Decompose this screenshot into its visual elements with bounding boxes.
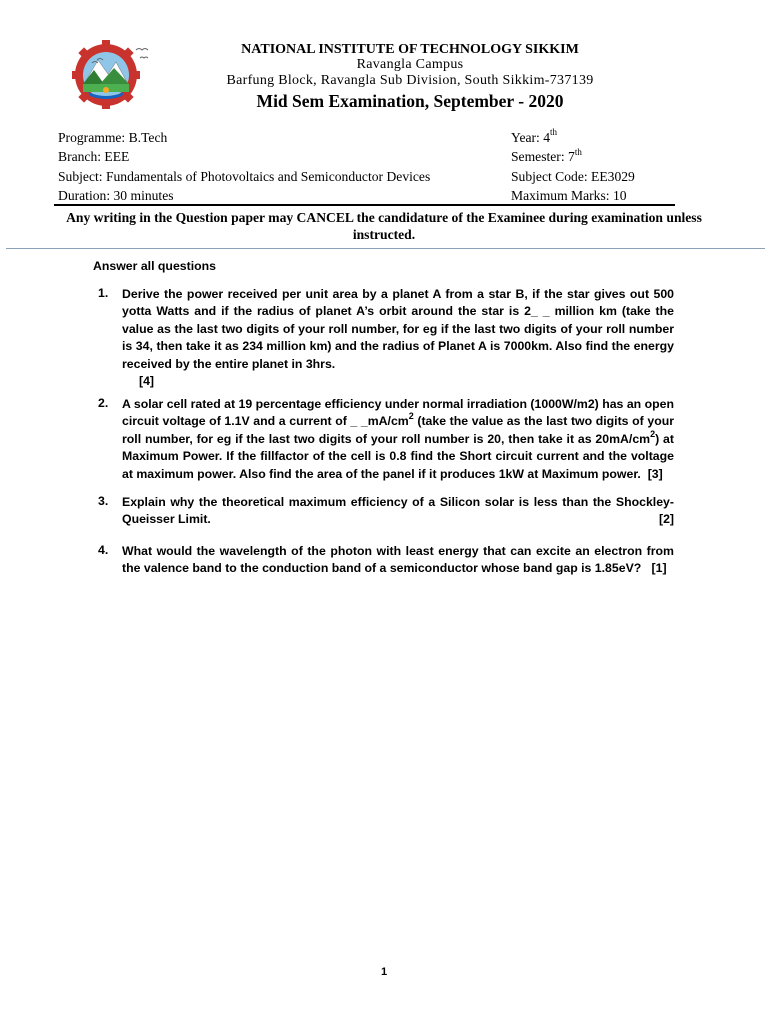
institute-logo [64,38,154,110]
question-text [122,494,674,529]
question-3 [98,494,674,529]
subject: Subject: Fundamentals of Photovoltaics and Semiconductor Devices [58,168,431,184]
semester [511,147,635,166]
question-marks: [4] [139,374,155,389]
question-text [122,543,674,578]
question-text [122,286,674,390]
question-number: 4. [98,543,109,557]
question-body: What would the wavelength of the photon with least energy that can excite an electron from the valence band to the conduction band of a semiconductor whose band gap is 1.85eV? [122,544,674,576]
question-text [122,396,674,483]
question-number: 1. [98,286,109,300]
exam-details-right [511,128,635,205]
birds-icon [136,49,148,59]
superscript: 2 [408,411,414,422]
semester-suffix: th [574,146,582,157]
subject-code: Subject Code: EE3029 [511,168,635,184]
question-marks: [1] [651,561,667,576]
exam-title: Mid Sem Examination, September - 2020 [256,91,564,111]
instructions: Answer all questions [93,259,216,273]
institute-address: Barfung Block, Ravangla Sub Division, South Sikkim-737139 [226,73,594,88]
year [511,128,635,147]
year-suffix: th [550,127,558,138]
year-text: Year: 4 [511,130,551,145]
campus-name: Ravangla Campus [356,57,464,72]
question-body-part-b: (take the value as the last two digits of your roll number, for eg if the last two digits of your roll number is 20, then take it as 20mA/cm [122,414,674,446]
question-number: 3. [98,494,109,508]
branch: Branch: EEE [58,149,130,165]
question-2 [98,396,674,483]
programme: Programme: B.Tech [58,130,168,145]
question-body-part-a: A solar cell rated at 19 percentage efficiency under normal irradiation (1000W/m2) has an open circuit voltage of 1.1V and a current of _ _mA/cm [122,397,674,429]
exam-details-left [58,128,430,205]
question-body: Derive the power received per unit area by a planet A from a star B, if the star gives out 500 yotta Watts and if the radius of planet A’s orbit around the star is 2_ _ million km (take the value as the last two digits of your roll number, for eg if the last two digits of your roll number is 34, then take it as 234 million km) and the radius of Planet A is 7000km. Also find the energy received by the entire planet in 3hrs. [122,287,674,371]
page-number: 1 [380,966,388,978]
section-divider [6,248,765,249]
question-1 [98,286,674,390]
question-body: Explain why the theoretical maximum efficiency of a Silicon solar is less than the Shockley-Queisser Limit. [122,495,674,527]
question-number: 2. [98,396,109,410]
institute-name: NATIONAL INSTITUTE OF TECHNOLOGY SIKKIM [241,42,579,57]
gear-emblem-icon [72,40,140,109]
examinee-warning: Any writing in the Question paper may CANCEL the candidature of the Examinee during examination unless instructed. [66,210,702,242]
maximum-marks: Maximum Marks: 10 [511,187,627,203]
question-marks: [3] [647,466,663,481]
question-4 [98,543,674,578]
duration: Duration: 30 minutes [58,187,174,203]
semester-text: Semester: 7 [511,149,575,165]
question-marks: [2] [658,512,674,527]
header-divider [54,204,675,206]
superscript: 2 [650,428,656,439]
question-body-part-c: ) at Maximum Power. If the fillfactor of the cell is 0.8 find the Short circuit current and the voltage at maximum power. Also find the area of the panel if it produces 1kW at Maximum power. [122,431,674,481]
